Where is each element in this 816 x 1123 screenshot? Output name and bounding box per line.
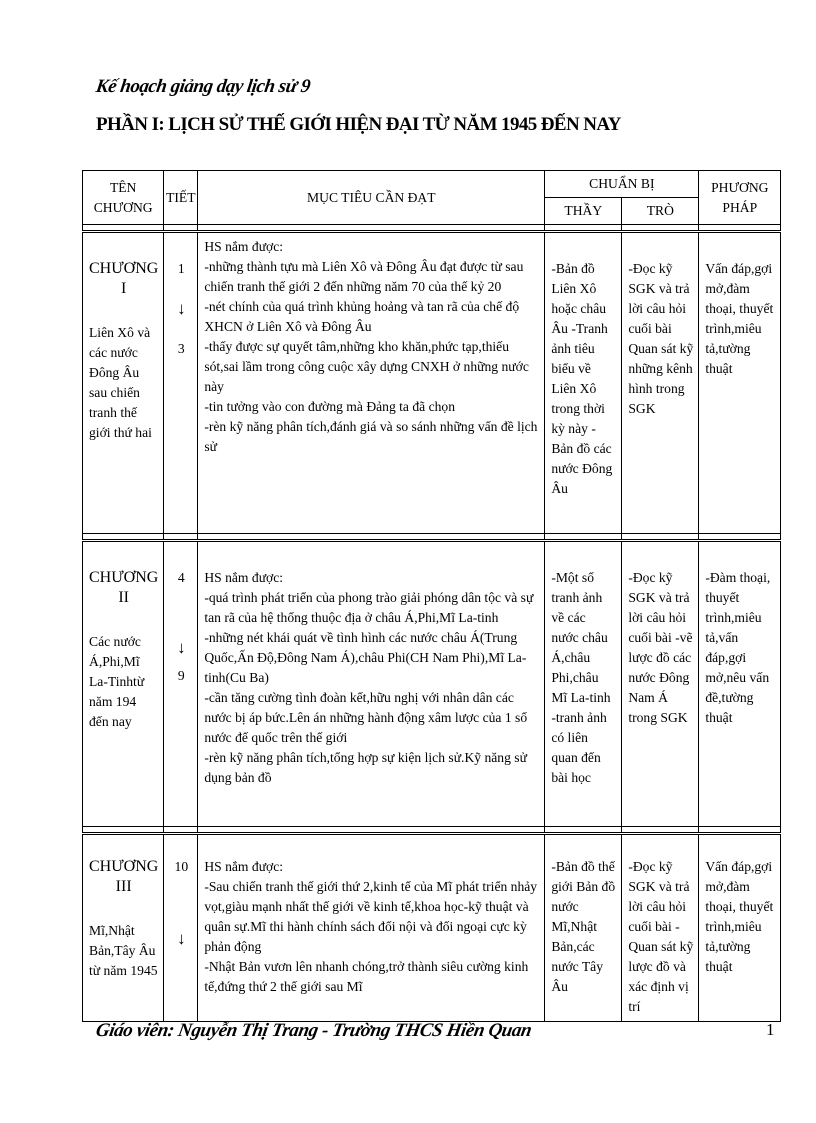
chapter-title: CHƯƠNG I xyxy=(89,260,159,297)
down-arrow-icon: ↓ xyxy=(177,929,186,948)
objective-line: -thấy được sự quyết tâm,những kho khăn,phức tạp,thiếu sót,sai lầm trong công cuộc xây dựng CNXH ở những nước này xyxy=(204,339,529,394)
student-prep: -Đọc kỹ SGK và trả lời câu hỏi cuối bài -Quan sát kỹ lược đồ và xác định vị trí xyxy=(628,859,694,1014)
header-teacher: THẦY xyxy=(545,198,622,225)
chapter-name: Liên Xô và các nước Đông Âu sau chiến tranh thế giới thứ hai xyxy=(89,325,152,440)
footer-author: Giáo viên: Nguyễn Thị Trang - Trường THCS Hiền Quan xyxy=(94,1020,534,1041)
teacher-prep: -Bản đồ thế giới Bản đồ nước Mĩ,Nhật Bản,các nước Tây Âu xyxy=(551,859,616,994)
period-start: 1 xyxy=(177,261,185,276)
page-number: 1 xyxy=(766,1020,775,1039)
header-method: PHƯƠNG PHÁP xyxy=(699,171,781,225)
period-end: 3 xyxy=(177,341,185,356)
objective-line: -những thành tựu mà Liên Xô và Đông Âu đạt được từ sau chiến tranh thế giới 2 đến những năm 70 của thế kỷ 20 xyxy=(204,259,524,294)
teaching-method: Vấn đáp,gợi mở,đàm thoại, thuyết trình,miêu tả,tường thuật xyxy=(705,859,774,974)
objective-line: -cần tăng cường tình đoàn kết,hữu nghị với nhân dân các nước bị áp bức.Lên án những hành động xâm lược của 1 số nước đế quốc trên thế giới xyxy=(204,690,528,745)
teacher-prep: -Một số tranh ảnh về các nước châu Á,châu Phi,châu Mĩ La-tinh -tranh ảnh có liên quan đến bài học xyxy=(551,570,611,785)
teaching-method: -Đàm thoại, thuyết trình,miêu tả,vấn đáp,gợi mở,nêu vấn đề,tường thuật xyxy=(705,570,771,725)
table-row xyxy=(83,232,781,534)
table-row xyxy=(83,541,781,827)
objective-line: HS nắm được: xyxy=(204,570,284,585)
objective-line: -những nét khái quát về tình hình các nước châu Á(Trung Quốc,Ấn Độ,Đông Nam Á),châu Phi(CH Nam Phi),Mĩ La-tinh(Cu Ba) xyxy=(204,630,527,685)
student-prep: -Đọc kỹ SGK và trả lời câu hỏi cuối bài -vẽ lược đồ các nước Đông Nam Á trong SGK xyxy=(628,570,693,725)
period-start: 10 xyxy=(174,859,189,874)
objective-line: HS nắm được: xyxy=(204,859,284,874)
chapter-title: CHƯƠNG II xyxy=(89,569,159,606)
header-objective: MỤC TIÊU CẦN ĐẠT xyxy=(198,171,545,225)
objective-line: -Sau chiến tranh thế giới thứ 2,kinh tế của Mĩ phát triển nhảy vọt,giàu mạnh nhất thế giới về kinh tế,khoa học-kỹ thuật và quân sự.Mĩ thi hành chính sách đối nội và đối ngoại cực kỳ phản động xyxy=(204,879,538,954)
down-arrow-icon: ↓ xyxy=(177,638,186,657)
objective-line: -tin tưởng vào con đường mà Đảng ta đã chọn xyxy=(204,399,456,414)
lesson-plan-table xyxy=(82,170,781,1022)
objective-line: -nét chính của quá trình khủng hoảng và tan rã của chế độ XHCN ở Liên Xô và Đông Âu xyxy=(204,299,520,334)
objective-line: -quá trình phát triển của phong trào giải phóng dân tộc và sự tan rã của hệ thống thuộc địa ở châu Á,Phi,Mĩ La-tinh xyxy=(204,590,534,625)
document-title: Kế hoạch giảng dạy lịch sử 9 xyxy=(94,76,312,97)
header-period: TIẾT xyxy=(164,171,198,225)
chapter-name: Các nước Á,Phi,Mĩ La-Tinhtừ năm 194 đến nay xyxy=(89,634,145,729)
header-preparation: CHUẨN BỊ xyxy=(545,171,699,198)
chapter-title: CHƯƠNG III xyxy=(89,858,159,895)
chapter-name: Mĩ,Nhật Bản,Tây Âu từ năm 1945 xyxy=(89,923,158,978)
period-end: 9 xyxy=(177,668,185,683)
teacher-prep: -Bản đồ Liên Xô hoặc châu Âu -Tranh ảnh tiêu biểu về Liên Xô trong thời kỳ này -Bản đồ các nước Đông Âu xyxy=(551,261,613,496)
part-title: PHẦN I: LỊCH SỬ THẾ GIỚI HIỆN ĐẠI TỪ NĂM 1945 ĐẾN NAY xyxy=(96,114,621,135)
objective-line: -Nhật Bản vươn lên nhanh chóng,trở thành siêu cường kinh tế,đứng thứ 2 thế giới sau Mĩ xyxy=(204,959,529,994)
down-arrow-icon: ↓ xyxy=(177,299,186,318)
objective-line: -rèn kỹ năng phân tích,đánh giá và so sánh những vấn đề lịch sử xyxy=(204,419,538,454)
teaching-method: Vấn đáp,gợi mở,đàm thoại, thuyết trình,miêu tả,tường thuật xyxy=(705,261,774,376)
header-student: TRÒ xyxy=(622,198,699,225)
objective-line: HS nắm được: xyxy=(204,239,284,254)
period-start: 4 xyxy=(177,570,185,585)
table-row xyxy=(83,834,781,1022)
objective-line: -rèn kỹ năng phân tích,tổng hợp sự kiện lịch sử.Kỹ năng sử dụng bản đồ xyxy=(204,750,527,785)
header-chapter: TÊN CHƯƠNG xyxy=(83,171,164,225)
student-prep: -Đọc kỹ SGK và trả lời câu hỏi cuối bài Quan sát kỹ những kênh hình trong SGK xyxy=(628,261,694,416)
